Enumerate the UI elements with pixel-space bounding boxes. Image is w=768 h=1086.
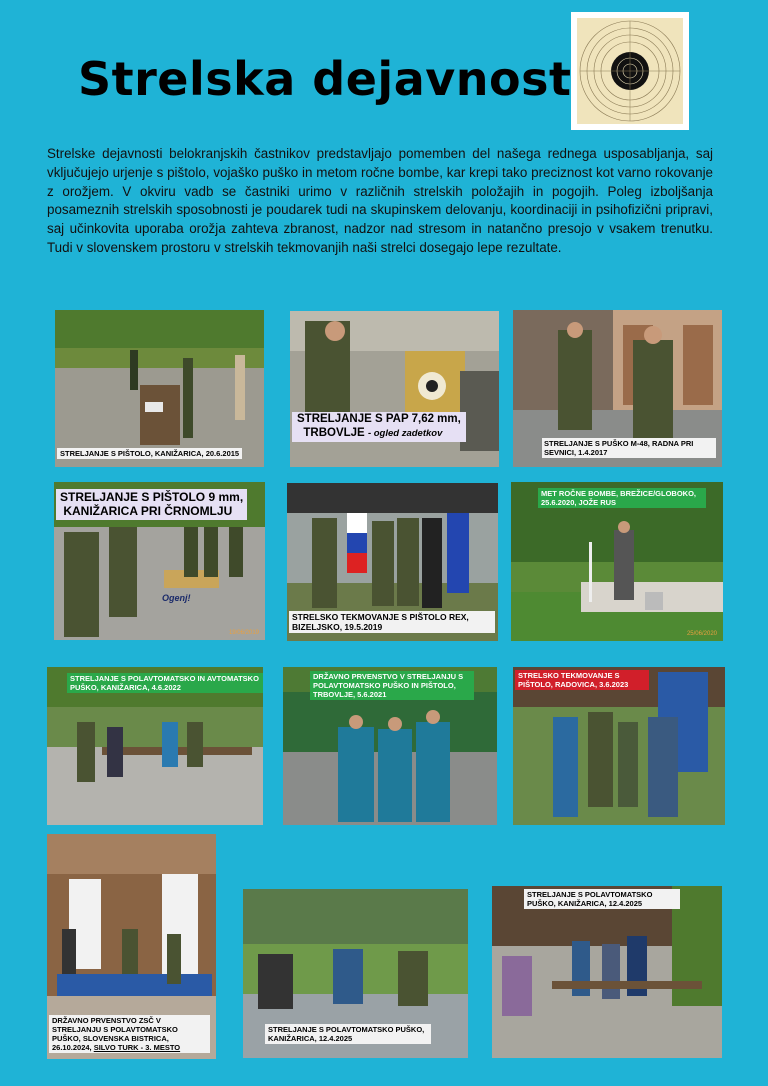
date-stamp: 25/06/2020 — [686, 631, 717, 637]
caption-line-1: STRELJANJE S PAP 7,62 mm, — [297, 413, 461, 425]
intro-text: Strelske dejavnosti belokranjskih častnikov predstavljajo pomemben del našega rednega usposabljanja, saj vključujejo urjenje s pištolo, vojaško puško in metom ročne bombe, kar krepi tako preciznost kot varno rokovanje z orožjem. V okviru vadb se častniki urimo v različnih strelskih položajih in pogojih. Poleg izboljšanja posameznih strelskih sposobnosti je poudarek tudi na skupinskem delovanju, koordinaciji in psihofizični pripravi, saj učinkovita uporaba orožja zahteva zbranost, nadzor nad stresom in natančno presojo v vsakem trenutku. Tudi v slovenskem prostoru v strelskih tekmovanjih naši strelci dosegajo lepe rezultate. — [47, 146, 713, 255]
photo-semi-auto-kanizarica-2025-a — [243, 889, 468, 1058]
photo-semi-auto-kanizarica-2025-b — [492, 886, 722, 1058]
photo-semi-auto-kanizarica-2022 — [47, 667, 263, 825]
caption-line-3: - ogled zadetkov — [367, 427, 443, 439]
photo-caption: STRELJANJE S POLAVTOMATSKO PUŠKO, KANIŽARICA, 12.4.2025 — [524, 889, 680, 909]
photo-caption — [56, 489, 247, 520]
photo-caption: STRELSKO TEKMOVANJE S PIŠTOLO REX, BIZELJSKO, 19.5.2019 — [289, 611, 495, 633]
photo-caption: DRŽAVNO PRVENSTVO V STRELJANJU S POLAVTOMATSKO PUŠKO IN PIŠTOLO, TRBOVLJE, 5.6.2021 — [310, 671, 474, 700]
caption-line-2: TRBOVLJE — [303, 426, 365, 439]
page-title: Strelska dejavnost — [78, 52, 572, 106]
photo-caption: STRELJANJE S POLAVTOMATSKO IN AVTOMATSKO PUŠKO, KANIŽARICA, 4.6.2022 — [67, 673, 263, 693]
photo-grenade-brezice — [511, 482, 723, 641]
photo-caption: STRELJANJE S PUŠKO M-48, RADNA PRI SEVNICI, 1.4.2017 — [542, 438, 716, 458]
photo-caption: STRELJANJE S POLAVTOMATSKO PUŠKO, KANIŽARICA, 12.4.2025 — [265, 1024, 431, 1044]
photo-slovenska-bistrica-2024 — [47, 834, 216, 1059]
shooting-target-icon — [571, 12, 689, 130]
photo-pistol-9mm-kanizarica — [54, 482, 265, 640]
photo-championship-trbovlje-2021 — [283, 667, 497, 825]
photo-pistol-kanizarica-2015 — [55, 310, 264, 467]
date-stamp: 19/06/2019 — [228, 630, 259, 636]
photo-caption — [49, 1015, 210, 1053]
photo-caption — [292, 412, 466, 442]
caption-line-2: KANIŽARICA PRI ČRNOMLJU — [63, 504, 233, 519]
caption-line-1: DRŽAVNO PRVENSTVO ZSČ V STRELJANJU S POLAVTOMATSKO PUŠKO, SLOVENSKA BISTRICA, 26.10.2024, — [52, 1016, 178, 1052]
photo-pap-trbovlje — [290, 311, 499, 467]
caption-line-2: SILVO TURK - 3. MESTO — [93, 1043, 181, 1052]
caption-line-1: STRELJANJE S PIŠTOLO 9 mm, — [60, 490, 244, 504]
photo-caption: MET ROČNE BOMBE, BREŽICE/GLOBOKO, 25.6.2020, JOŽE RUS — [538, 488, 706, 508]
photo-m48-radna — [513, 310, 722, 467]
photo-rex-bizeljsko — [287, 483, 498, 641]
overlay-label: Ogenj! — [162, 593, 191, 603]
photo-caption: STRELSKO TEKMOVANJE S PIŠTOLO, RADOVICA, 3.6.2023 — [515, 670, 649, 690]
photo-caption: STRELJANJE S PIŠTOLO, KANIŽARICA, 20.6.2015 — [57, 448, 242, 459]
photo-radovica-2023 — [513, 667, 725, 825]
